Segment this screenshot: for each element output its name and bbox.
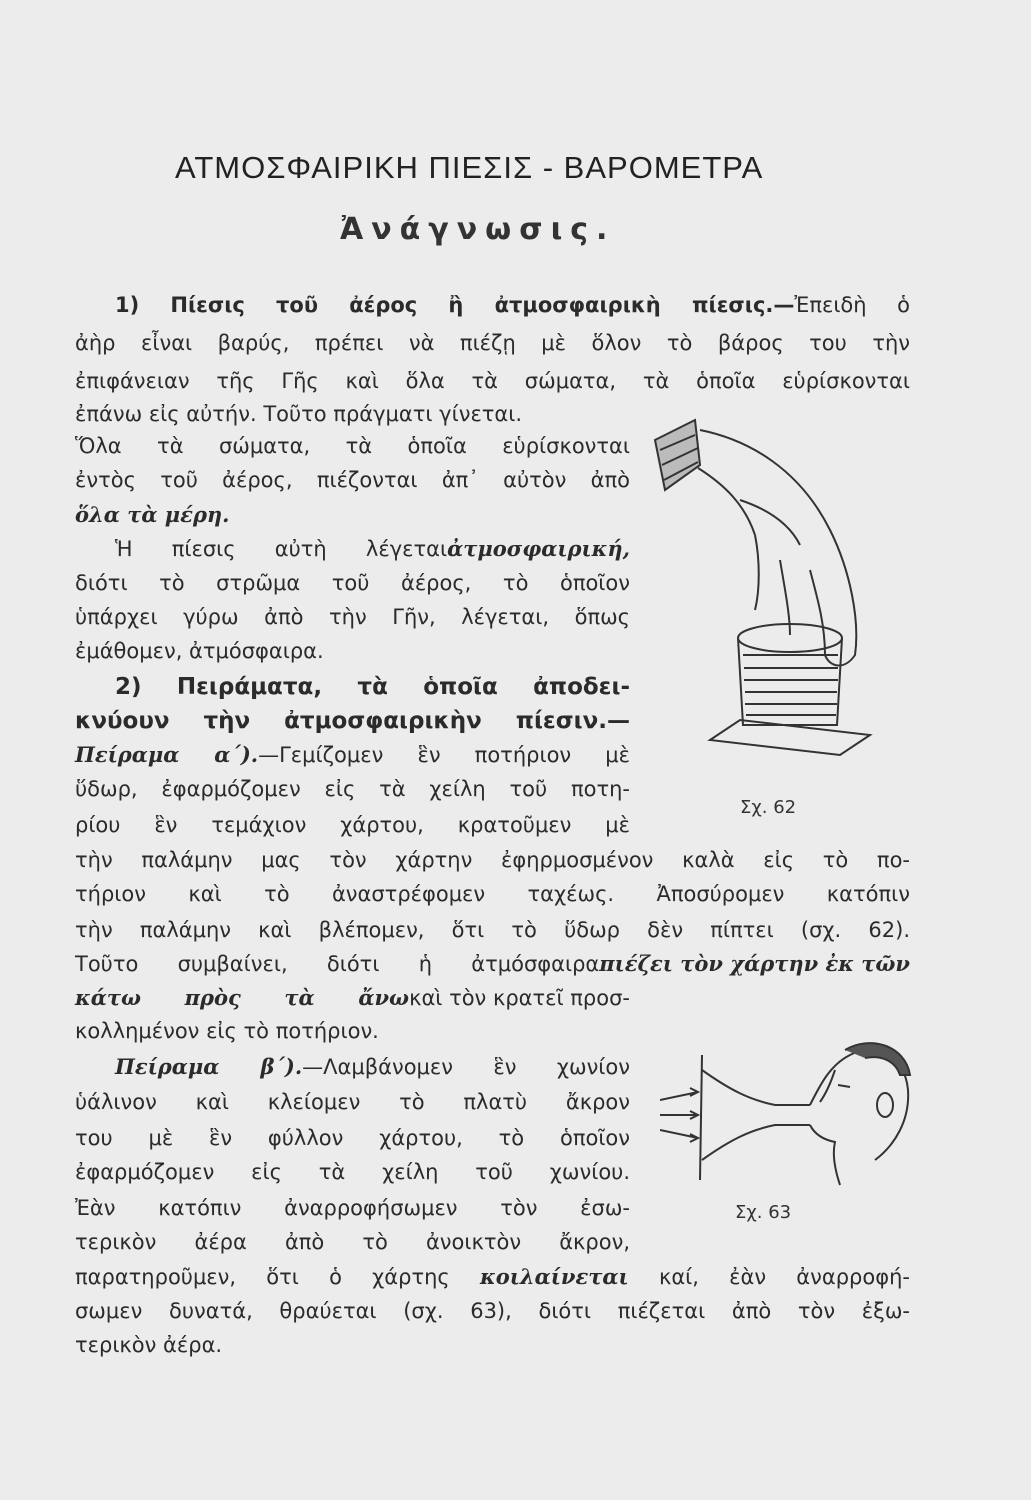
page-title: ΑΤΜΟΣΦΑΙΡΙΚΗ ΠΙΕΣΙΣ - ΒΑΡΟΜΕΤΡΑ bbox=[175, 150, 764, 185]
exp-a-line-1: ὕδωρ, ἐφαρμόζομεν εἰς τὰ χείλη τοῦ ποτη- bbox=[75, 777, 630, 801]
section2-heading-b: κνύουν τὴν ἀτμοσφαιρικὴν πίεσιν.— bbox=[75, 708, 630, 734]
exp-b-line-5: τερικὸν ἀέρα ἀπὸ τὸ ἀνοικτὸν ἄκρον, bbox=[75, 1230, 630, 1254]
exp-a-line-4: τήριον καὶ τὸ ἀναστρέφομεν ταχέως. Ἀποσύρομεν κατόπιν bbox=[75, 882, 910, 906]
exp-b-line-2: του μὲ ἓν φύλλον χάρτου, τὸ ὁποῖον bbox=[75, 1126, 630, 1150]
exp-b-line-8: καί, ἐὰν ἀναρροφή- bbox=[658, 1265, 910, 1289]
section1-line-7: Ἡ πίεσις αὐτὴ λέγεται bbox=[115, 537, 448, 561]
paragraph-line bbox=[75, 947, 910, 981]
exp-b-line-3: ἐφαρμόζομεν εἰς τὰ χείλη τοῦ χωνίου. bbox=[75, 1160, 630, 1184]
exp-b-line-1: ὑάλινον καὶ κλείομεν τὸ πλατὺ ἄκρον bbox=[75, 1090, 630, 1114]
paragraph-line bbox=[75, 288, 910, 322]
paragraph-line bbox=[75, 1260, 910, 1294]
exp-a-line-8: κάτω πρὸς τὰ ἄνω bbox=[75, 985, 410, 1010]
exp-b-line-9: σωμεν δυνατά, θραύεται (σχ. 63), διότι πιέζεται ἀπὸ τὸν ἐξω- bbox=[75, 1299, 910, 1323]
exp-b-line-6: παρατηροῦμεν, ὅτι ὁ χάρτης bbox=[75, 1265, 450, 1289]
section1-line-1: ἀὴρ εἶναι βαρύς, πρέπει νὰ πιέζῃ μὲ ὅλον τὸ βάρος του τὴν bbox=[75, 331, 910, 355]
section1-line-9: διότι τὸ στρῶμα τοῦ ἀέρος, τὸ ὁποῖον bbox=[75, 571, 630, 595]
paragraph-line bbox=[75, 532, 630, 566]
exp-a-line-9: καὶ τὸν κρατεῖ προσ- bbox=[409, 986, 630, 1010]
exp-a-line-0: —Γεμίζομεν ἓν ποτήριον μὲ bbox=[258, 743, 630, 767]
section1-line-5: ἐντὸς τοῦ ἀέρος, πιέζονται ἀπ᾿ αὐτὸν ἀπὸ bbox=[75, 468, 630, 492]
section1-line-2: ἐπιφάνειαν τῆς Γῆς καὶ ὅλα τὰ σώματα, τὰ ὁποῖα εὑρίσκονται bbox=[75, 369, 910, 393]
exp-b-label: Πείραμα β΄). bbox=[115, 1054, 303, 1079]
exp-b-line-4: Ἐὰν κατόπιν ἀναρροφήσωμεν τὸν ἐσω- bbox=[75, 1196, 630, 1220]
head-with-funnel-icon bbox=[660, 1030, 920, 1200]
exp-a-line-2: ρίου ἓν τεμάχιον χάρτου, κρατοῦμεν μὲ bbox=[75, 813, 630, 837]
section2-heading-a: 2) Πειράματα, τὰ ὁποῖα ἀποδει- bbox=[115, 674, 630, 700]
paragraph-line bbox=[75, 738, 630, 772]
section1-line-4: Ὅλα τὰ σώματα, τὰ ὁποῖα εὑρίσκονται bbox=[75, 434, 630, 458]
exp-b-line-10: τερικὸν ἀέρα. bbox=[75, 1333, 223, 1357]
exp-a-line-6: Τοῦτο συμβαίνει, διότι ἡ ἀτμόσφαιρα bbox=[75, 952, 600, 976]
paragraph-line bbox=[75, 1050, 630, 1084]
exp-b-line-0: —Λαμβάνομεν ἓν χωνίον bbox=[302, 1055, 630, 1079]
section1-line-10: ὑπάρχει γύρω ἀπὸ τὴν Γῆν, λέγεται, ὅπως bbox=[75, 605, 630, 629]
exp-a-line-5: τὴν παλάμην καὶ βλέπομεν, ὅτι τὸ ὕδωρ δὲν πίπτει (σχ. 62). bbox=[75, 918, 910, 942]
exp-a-label: Πείραμα α΄). bbox=[75, 742, 259, 767]
paragraph-line bbox=[75, 981, 630, 1015]
exp-b-line-7: κοιλαίνεται bbox=[479, 1264, 629, 1289]
hand-holding-glass-icon bbox=[640, 410, 890, 770]
section1-line-0: Ἐπειδὴ ὁ bbox=[794, 293, 910, 317]
fig63-caption: Σχ. 63 bbox=[735, 1202, 792, 1223]
section1-heading: 1) Πίεσις τοῦ ἀέρος ἢ ἀτμοσφαιρικὴ πίεσις.— bbox=[115, 293, 795, 317]
section-subtitle: Ἀνάγνωσις. bbox=[340, 212, 616, 247]
fig62-caption: Σχ. 62 bbox=[740, 797, 797, 818]
exp-a-line-7: πιέζει τὸν χάρτην ἐκ τῶν bbox=[599, 951, 910, 976]
exp-a-line-10: κολλημένον εἰς τὸ ποτήριον. bbox=[75, 1019, 379, 1043]
section1-line-8: ἀτμοσφαιρική, bbox=[447, 536, 630, 561]
exp-a-line-3: τὴν παλάμην μας τὸν χάρτην ἐφηρμοσμένον καλὰ εἰς τὸ πο- bbox=[75, 848, 910, 872]
section1-line-3: ἐπάνω εἰς αὐτήν. Τοῦτο πράγματι γίνεται. bbox=[75, 402, 523, 426]
section1-line-6: ὅλα τὰ μέρη. bbox=[75, 502, 230, 527]
section1-line-11: ἐμάθομεν, ἀτμόσφαιρα. bbox=[75, 639, 324, 663]
